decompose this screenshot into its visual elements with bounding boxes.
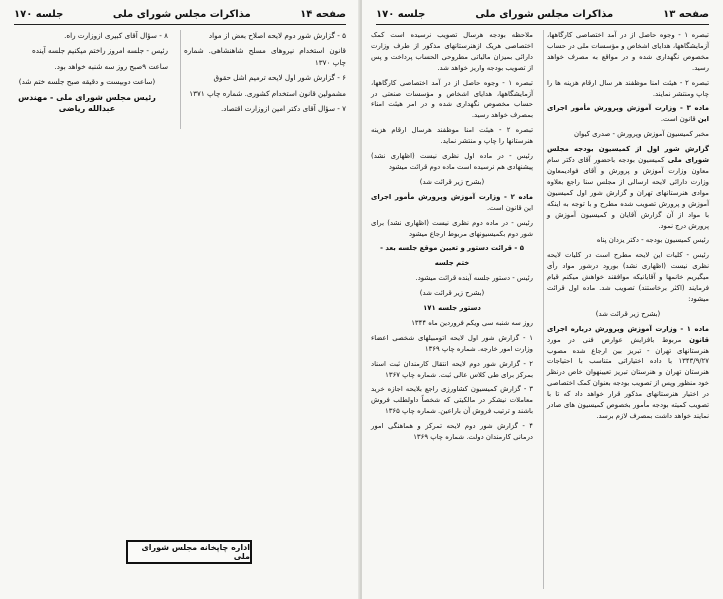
agenda-item: ۳ - گزارش کمیسیون کشاورزی راجع بلایحه اجازه خرید معاملات نیشکر در مالکیتی که شخصاً داولطلب فروش باشند و ترتیب فروش آن باراعین. شماره چاپ ۱۳۶۵ <box>371 385 533 416</box>
left-page <box>0 0 360 599</box>
paragraph: رئیس - در ماده دوم نظری نیست (اظهاری نشد) برای شور دوم بکمیسیونهای مربوط ارجاع میشود <box>371 218 533 238</box>
agenda-item: ۷ - سؤال آقای دکتر امین ازوزارت اقتصاد. <box>220 104 346 114</box>
paragraph: رئیس - جلسه امروز راختم میکنیم جلسه آینده <box>32 46 168 56</box>
paragraph: تبصره ۱ - وجوه حاصل از در آمد اختصاصی کارگاهها، آزمایشگاهها، هدایای اشخاص و مؤسسات صنعتی در حساب مخصوص نگهداری شده و در امر هیئت امناء بمصرف خواهد رسید. <box>371 78 533 120</box>
reading-note: (بشرح زیر قرائت شد) <box>595 309 661 318</box>
agenda-item: ۱ - گزارش شور اول لایحه اتومبیلهای شخصی اعضاء وزارت امور خارجه. شماره چاپ ۱۳۶۹ <box>371 333 533 353</box>
paragraph: تبصره ۲ - هیئت امنا موظفند هرسال ارقام هزینه هنرستانها را چاپ و منتشر نماید. <box>371 126 533 146</box>
text-column-right <box>547 30 709 426</box>
agenda-title: دستور جلسه ۱۷۱ <box>423 304 481 313</box>
header-rule <box>14 24 346 25</box>
paragraph: مخبر کمیسیون آموزش وپرورش - صدری کیوان <box>574 130 709 139</box>
header-rule <box>376 24 709 25</box>
paragraph: تبصره ۲ - هیئت امنا موظفند هر سال ارقام هزینه ها را چاپ ومنتشر نمایند. <box>547 78 710 98</box>
text-column-left <box>6 30 168 118</box>
right-page <box>362 0 723 599</box>
reading-note: (بشرح زیر قرائت شد) <box>419 177 485 186</box>
paragraph: رئیس - کلیات این لایحه مطرح است در کلیات لایحه نظری نیست (اظهاری نشد) بورود درشور مواد رأی میگیریم خانمها و آقایانیکه موافقند خواهش میکنم قیام فرمایند (اکثر برخاستند) تصویب شد. ماده اول قرائت میشود: <box>547 251 709 303</box>
paragraph: ماده ۲ - وزارت آموزش وپرورش مأمور اجرای این قانون است. <box>371 192 534 212</box>
paragraph: گزارش شور اول از کمیسیون بودجه مجلس شورای ملی کمیسیون بودجه باحضور آقای دکتر سام معاون وزارت آموزش و پرورش و آقای فوادیمعاون وزارت دارائی لایحه ارسالی از مجلس سنا راجع بعلاوه موادی هنرستانهای تهران و گزارش شور اول کمیسیون آموزش و پرورش تصویب شده مطرح و با توجه به اینکه با مواد از آن گزارش آقایان و کمیسیون آموزش و پرورش درج نمود. <box>547 145 709 230</box>
paragraph: رئیس کمیسیون بودجه - دکتر یزدان پناه <box>596 236 709 245</box>
agenda-item: ۸ - سؤال آقای کبیری ازوزارت راه. <box>64 31 168 40</box>
agenda-item: مشمولین قانون استخدام کشوری. شماره چاپ ۱۳۷۱ <box>189 88 346 98</box>
session-number: جلسه ۱۷۰ <box>14 8 64 20</box>
paragraph: ملاحظه بودجه هرسال تصویب نرسیده است کمک اختصاصی هریک ازهنرستانهای مذکور از طرف وزارت دارائی بمیزان مالیاتی مطروحی الحساب پرداخت و پس از تصویب بودجه واریز خواهد شد. <box>371 31 533 72</box>
paragraph: ماده ۱ - وزارت آموزش وپرورش درباره اجرای قانون مربوط بافزایش عوارض فنی در مورد هنرستانهای تهران - تبریز بین ارجاع شده مصوب ۱۳۴۳/۹/۲۷ با داده اختیاراتی متناسب با احتیاجات هنرستان تهران و هنرستان تبریز تعیینهوان خاص درنظر خود منظور وپس از تصویب بودجه بعنوان کمک اختصاصی در اختیار هنرستانهای مذکور قرار خواهد داد که تا با تصویب کمیته بودجه مأمور بخصوص کمیسیون های صادر نمایند خواهد داشت بمصرف لازم برسد. <box>547 324 710 420</box>
paragraph: رئیس - در ماده اول نظری نیست (اظهاری نشد) پیشنهادی هم نرسیده است ماده دوم قرائت میشود <box>371 152 533 171</box>
closing-note: (ساعت دوبیست و دقیقه صبح جلسه ختم شد) <box>18 77 156 87</box>
column-divider <box>543 30 544 589</box>
text-column-left <box>371 30 533 447</box>
paragraph: روز سه شنبه سی ویکم فروردین ماه ۱۳۴۴ <box>411 318 533 327</box>
page-header <box>376 4 709 24</box>
page-number: صفحه ۱۴ <box>300 8 346 20</box>
printing-house-stamp: اداره چاپخانه مجلس شورای ملی <box>126 540 252 564</box>
paragraph: ساعت ۹صبح روز سه شنبه خواهد بود. <box>54 61 168 71</box>
paragraph: رئیس - دستور جلسه آینده قرائت میشود. <box>415 274 533 283</box>
page-header <box>14 4 346 24</box>
session-number: جلسه ۱۷۰ <box>376 8 426 20</box>
agenda-item: ۶ - گزارش شور اول لایحه ترمیم اشل حقوق <box>213 73 346 83</box>
paragraph: تبصره ۱ - وجوه حاصل از در آمد اختصاصی کارگاهها، آزمایشگاهها، هدایای اشخاص و مؤسسات ملی در حساب مخصوص نگهداری شده و در مواقع به مصرف خواهد رسید. <box>547 31 709 72</box>
agenda-item: ۵ - گزارش شور دوم لایحه اصلاح بعض از مواد <box>208 31 346 40</box>
text-column-right <box>184 30 346 118</box>
paragraph: ماده ۳ - وزارت آموزش وپرورش مأمور اجرای این قانون است. <box>547 104 710 124</box>
header-title: مذاکرات مجلس شورای ملی <box>112 8 251 20</box>
page-number: صفحه ۱۳ <box>663 8 709 20</box>
agenda-item: ۲ - گزارش شور دوم لایحه انتقال کارمندان ثبت اسناد بمرکز برای طی کلاس عالی ثبت. شماره چاپ ۱۳۶۷ <box>371 359 533 379</box>
section-heading: ۵ - قرائت دستور و تعیین موقع جلسه بعد - <box>380 244 524 253</box>
section-heading: ختم جلسه <box>434 259 470 268</box>
signature: رئیس مجلس شورای ملی - مهندس عبدالله ریاضی <box>18 92 156 114</box>
agenda-item: ۴ - گزارش شور دوم لایحه تمرکز و هماهنگی امور درمانی کارمندان دولت. شماره چاپ ۱۳۶۹ <box>371 422 533 442</box>
agenda-item: قانون استخدام نیروهای مسلح شاهنشاهی. شماره چاپ ۱۳۷۰ <box>184 46 346 67</box>
header-title: مذاکرات مجلس شورای ملی <box>475 8 614 20</box>
reading-note: (بشرح زیر قرائت شد) <box>419 289 485 298</box>
column-divider <box>180 30 181 129</box>
